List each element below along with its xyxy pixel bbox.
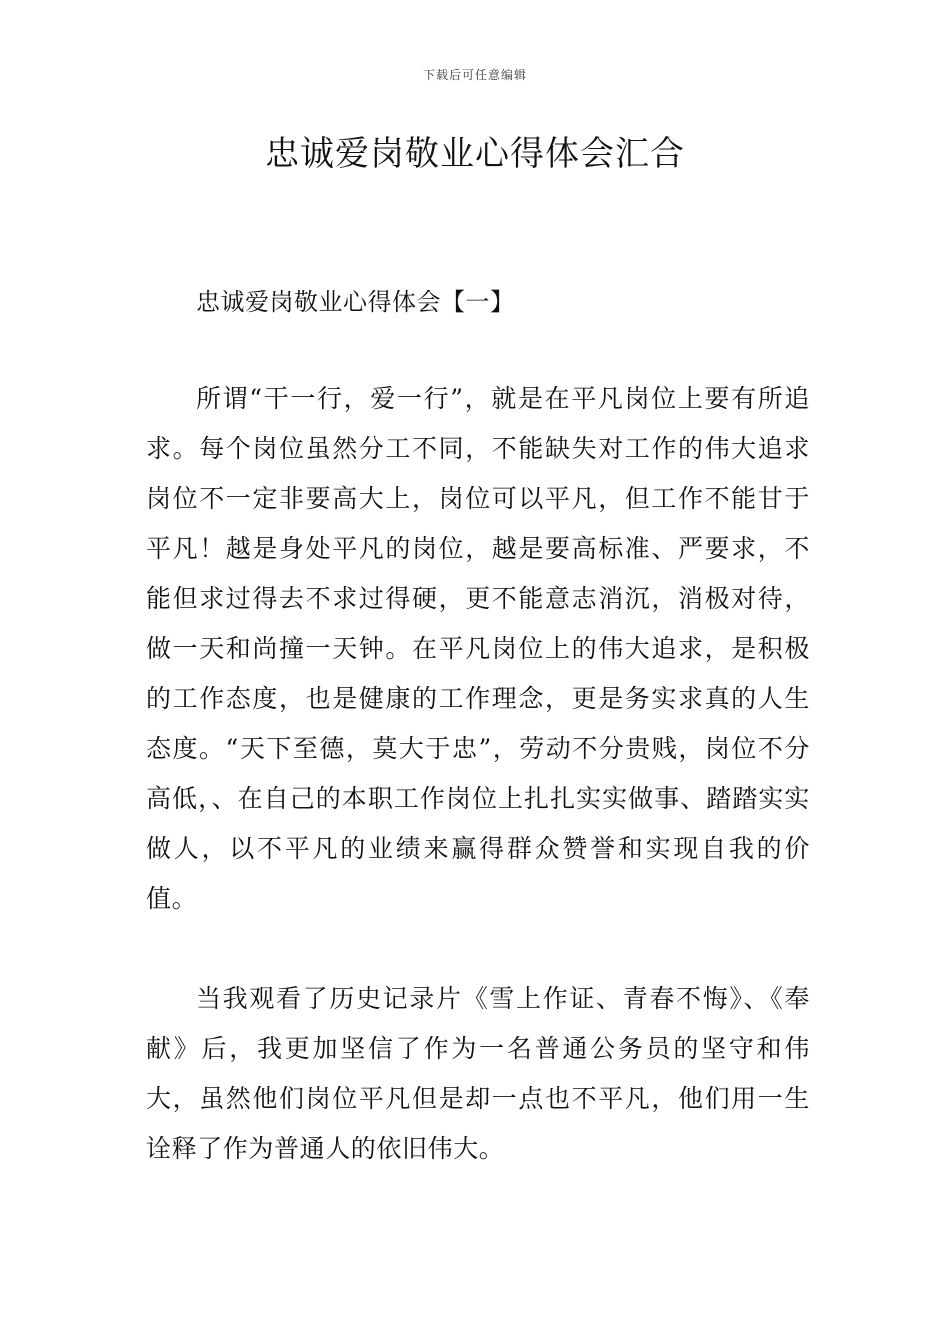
body-paragraph: 所谓“干一行，爱一行”，就是在平凡岗位上要有所追求。每个岗位虽然分工不同，不能缺失对工作的伟大追求岗位不一定非要高大上，岗位可以平凡，但工作不能甘于平凡！越是身处平凡的岗位，越是要高标准、严要求，不能但求过得去不求过得硬，更不能意志消沉，消极对待，做一天和尚撞一天钟。在平凡岗位上的伟大追求，是积极的工作态度，也是健康的工作理念，更是务实求真的人生态度。“天下至德，莫大于忠”，劳动不分贵贱，岗位不分高低，、在自己的本职工作岗位上扎扎实实做事、踏踏实实做人，以不平凡的业绩来赢得群众赞誉和实现自我的价值。 (146, 384, 810, 913)
section-heading: 忠诚爱岗敬业心得体会【一】 (196, 288, 515, 316)
document-title: 忠诚爱岗敬业心得体会汇合 (265, 134, 685, 174)
header-note: 下载后可任意编辑 (422, 68, 527, 82)
body-paragraph: 当我观看了历史记录片《雪上作证、青春不悔》、《奉献》后，我更加坚信了作为一名普通公务员的坚守和伟大，虽然他们岗位平凡但是却一点也不平凡，他们用一生诠释了作为普通人的依旧伟大。 (146, 984, 810, 1163)
